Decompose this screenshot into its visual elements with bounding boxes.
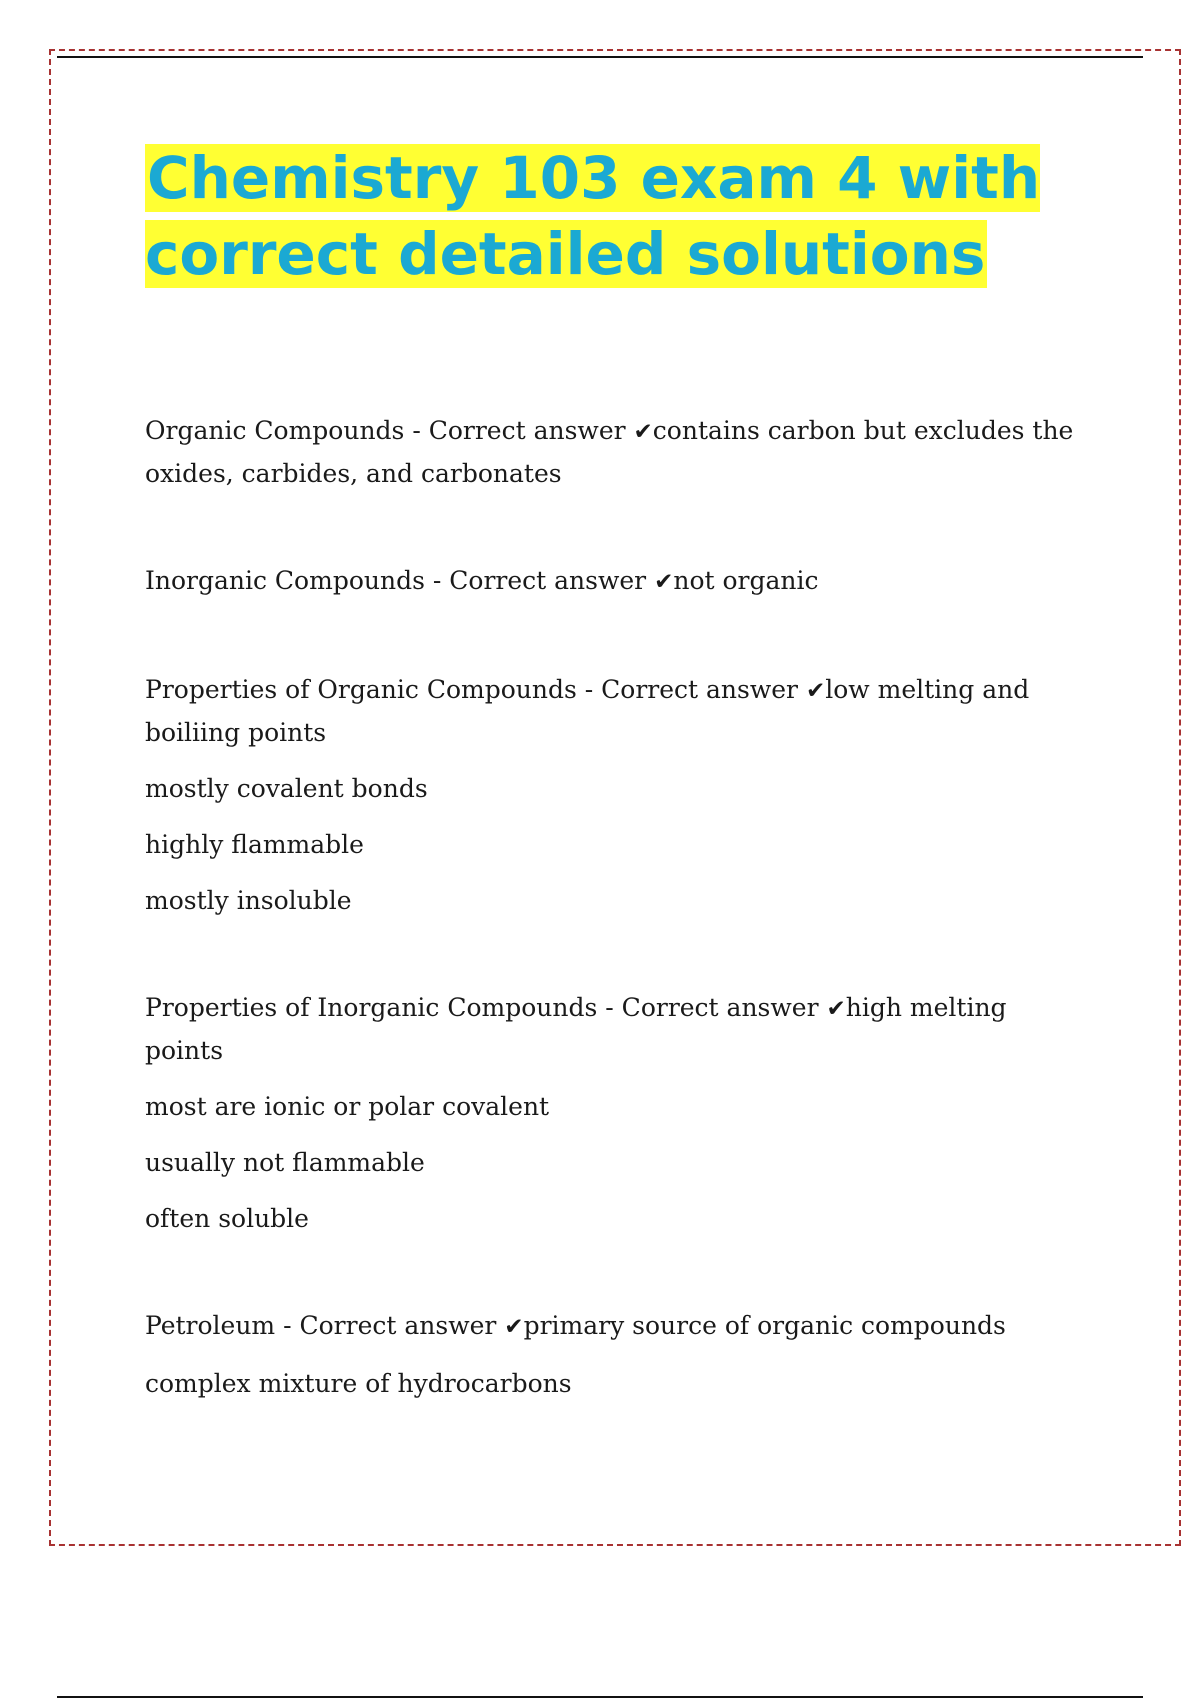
entry-detail-line: often soluble [145, 1204, 309, 1233]
checkmark-icon: ✔ [633, 419, 653, 445]
entry-separator: - Correct answer [275, 1311, 505, 1340]
checkmark-icon: ✔ [504, 1314, 524, 1340]
entry-detail-line: complex mixture of hydrocarbons [145, 1369, 572, 1398]
entry-separator: - Correct answer [597, 993, 827, 1022]
entry-separator: - Correct answer [424, 566, 655, 595]
entry-item [145, 410, 1085, 494]
checkmark-icon: ✔ [654, 569, 674, 595]
checkmark-icon: ✔ [826, 996, 846, 1022]
entry-term: Inorganic Compounds [145, 566, 425, 595]
entry-term: Petroleum [145, 1311, 276, 1340]
entry-item [145, 987, 1085, 1239]
entry-answer: high melting points [145, 993, 1007, 1065]
entry-heading [145, 987, 1085, 1071]
entry-item [145, 1305, 1085, 1404]
header-rule [57, 56, 1143, 58]
entry-term: Organic Compounds [145, 416, 405, 445]
entry-detail-line: highly flammable [145, 830, 364, 859]
entry-list [145, 410, 1085, 1404]
entry-term: Properties of Organic Compounds [145, 675, 577, 704]
entry-heading [145, 560, 1085, 603]
entry-detail-line: usually not flammable [145, 1148, 425, 1177]
entry-answer: contains carbon but excludes the oxides, carbides, and carbonates [145, 416, 1074, 488]
entry-detail-line: mostly insoluble [145, 886, 352, 915]
entry-heading [145, 669, 1085, 753]
entry-separator: - Correct answer [576, 675, 806, 704]
entry-detail-line: mostly covalent bonds [145, 774, 428, 803]
title-highlight: Chemistry 103 exam 4 with correct detailed solutions [145, 144, 1041, 288]
entry-heading [145, 1305, 1085, 1348]
entry-detail-line: most are ionic or polar covalent [145, 1092, 550, 1121]
entry-item [145, 560, 1085, 603]
entry-answer: not organic [673, 566, 819, 595]
entry-term: Properties of Inorganic Compounds [145, 993, 598, 1022]
footer-rule [57, 1696, 1143, 1698]
entry-answer: primary source of organic compounds [523, 1311, 1006, 1340]
entry-item [145, 669, 1085, 921]
entry-separator: - Correct answer [404, 416, 634, 445]
document-body [145, 140, 1085, 1470]
checkmark-icon: ✔ [805, 678, 826, 704]
entry-heading [145, 410, 1085, 494]
page-title [145, 140, 1085, 292]
entry-answer: low melting and boiliing points [145, 675, 1030, 747]
